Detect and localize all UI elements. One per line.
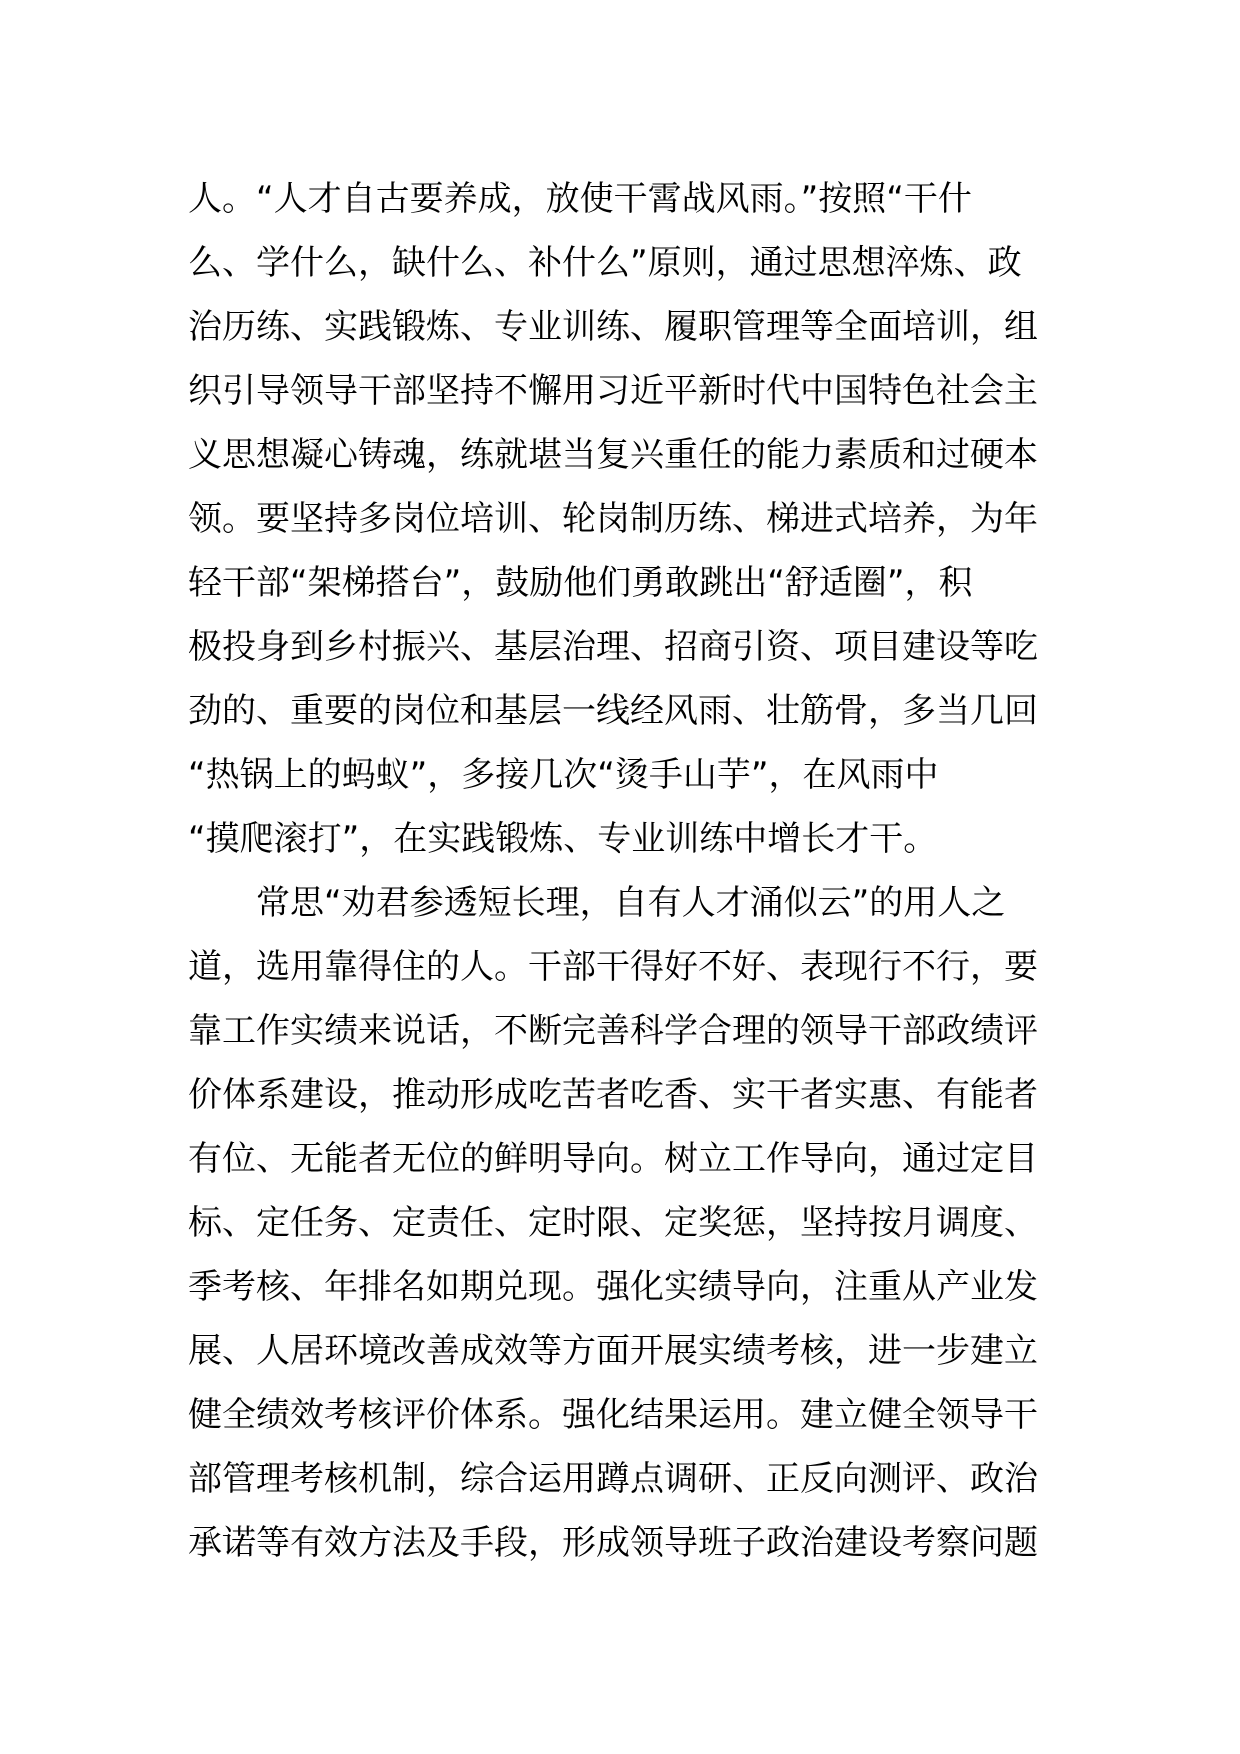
- text-line: “摸爬滚打”，在实践锻炼、专业训练中增长才干。: [188, 819, 938, 859]
- text-line: 治历练、实践锻炼、专业训练、履职管理等全面培训，组: [188, 307, 1038, 347]
- paragraph-first-line: 常思“劝君参透短长理，自有人才涌似云”的用人之: [256, 883, 1006, 923]
- text-line: 健全绩效考核评价体系。强化结果运用。建立健全领导干: [188, 1395, 1038, 1435]
- text-line: 展、人居环境改善成效等方面开展实绩考核，进一步建立: [188, 1331, 1038, 1371]
- text-line: 义思想凝心铸魂，练就堪当复兴重任的能力素质和过硬本: [188, 435, 1038, 475]
- text-line: 价体系建设，推动形成吃苦者吃香、实干者实惠、有能者: [188, 1075, 1038, 1115]
- text-line: 标、定任务、定责任、定时限、定奖惩，坚持按月调度、: [188, 1203, 1038, 1243]
- text-line: 人。“人才自古要养成，放使干霄战风雨。”按照“干什: [188, 179, 972, 219]
- text-line: 么、学什么，缺什么、补什么”原则，通过思想淬炼、政: [188, 243, 1022, 283]
- text-line: 承诺等有效方法及手段，形成领导班子政治建设考察问题: [188, 1523, 1038, 1563]
- text-line: 部管理考核机制，综合运用蹲点调研、正反向测评、政治: [188, 1459, 1038, 1499]
- text-line: 劲的、重要的岗位和基层一线经风雨、壮筋骨，多当几回: [188, 691, 1038, 731]
- text-line: 季考核、年排名如期兑现。强化实绩导向，注重从产业发: [188, 1267, 1038, 1307]
- text-line: 领。要坚持多岗位培训、轮岗制历练、梯进式培养，为年: [188, 499, 1038, 539]
- body-text: [188, 167, 1058, 1575]
- text-line: 靠工作实绩来说话，不断完善科学合理的领导干部政绩评: [188, 1011, 1038, 1051]
- text-line: 极投身到乡村振兴、基层治理、招商引资、项目建设等吃: [188, 627, 1038, 667]
- text-line: 轻干部“架梯搭台”，鼓励他们勇敢跳出“舒适圈”，积: [188, 563, 973, 603]
- text-line: 道，选用靠得住的人。干部干得好不好、表现行不行，要: [188, 947, 1038, 987]
- text-line: 织引导领导干部坚持不懈用习近平新时代中国特色社会主: [188, 371, 1038, 411]
- text-line: “热锅上的蚂蚁”，多接几次“烫手山芋”，在风雨中: [188, 755, 939, 795]
- text-line: 有位、无能者无位的鲜明导向。树立工作导向，通过定目: [188, 1139, 1038, 1179]
